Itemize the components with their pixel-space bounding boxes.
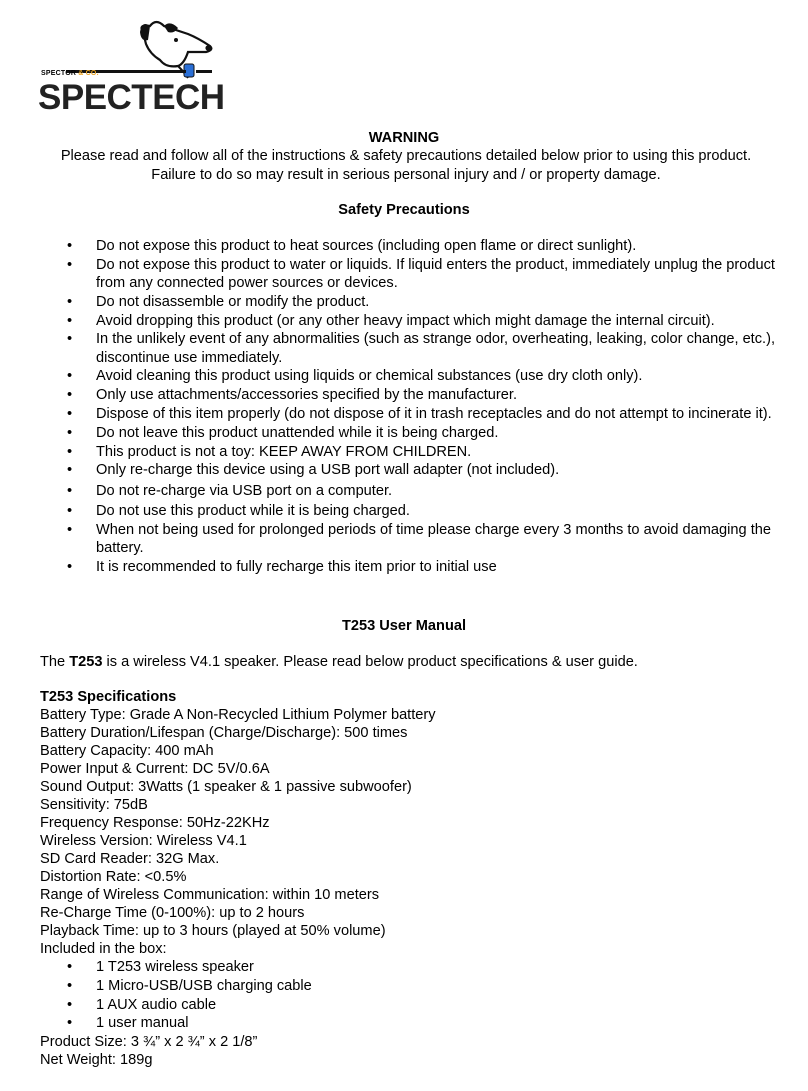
spec-line: Power Input & Current: DC 5V/0.6A [40,761,270,777]
spec-line: SD Card Reader: 32G Max. [40,851,220,867]
list-item: • It is recommended to fully recharge this item prior to initial use [67,558,497,575]
list-item: • Avoid cleaning this product using liquids or chemical substances (use dry cloth only). [67,368,643,385]
warning-text: Please read and follow all of the instructions & safety precautions detailed below prior to using this product. Failure to do so may result in serious personal injury and / or property damage. [60,148,752,183]
bullet-icon: • [67,405,73,422]
logo-brand-text: SPECTECH [38,78,225,117]
spec-line: Playback Time: up to 3 hours (played at 50% volume) [40,923,386,939]
bullet-icon: • [67,996,73,1013]
list-item: • When not being used for prolonged periods of time please charge every 3 months to avoid damaging the battery. [67,521,771,556]
list-item: • Avoid dropping this product (or any other heavy impact which might damage the internal circuit). [67,312,715,329]
spec-line: Battery Type: Grade A Non-Recycled Lithium Polymer battery [40,707,436,723]
list-item: • 1 Micro-USB/USB charging cable [67,977,312,994]
list-item: • Do not use this product while it is being charged. [67,502,410,519]
spec-line: Battery Duration/Lifespan (Charge/Discharge): 500 times [40,725,408,741]
list-item: • Do not expose this product to water or liquids. If liquid enters the product, immediately unplug the product from any connected power sources or devices. [67,256,775,291]
list-item: • Do not expose this product to heat sources (including open flame or direct sunlight). [67,238,637,254]
bullet-icon: • [67,443,73,460]
bullet-icon: • [67,462,73,479]
bullet-icon: • [67,959,73,975]
bullet-icon: • [67,368,73,385]
bullet-icon: • [67,331,73,348]
spec-line: Wireless Version: Wireless V4.1 [40,833,247,849]
specifications-section [40,688,780,1069]
safety-precautions-list [40,237,775,576]
bullet-icon: • [67,387,73,404]
warning-title: WARNING [368,130,440,146]
user-manual-title: T253 User Manual [341,618,467,634]
net-weight: Net Weight: 189g [40,1052,153,1069]
bullet-icon: • [67,502,73,519]
list-item: • Only use attachments/accessories specified by the manufacturer. [67,387,517,404]
spec-line: Frequency Response: 50Hz-22KHz [40,815,270,831]
bullet-icon: • [67,256,73,273]
spec-line: Battery Capacity: 400 mAh [40,743,214,759]
spectech-logo [38,20,225,120]
list-item: • Do not leave this product unattended while it is being charged. [67,424,499,441]
bullet-icon: • [67,293,73,310]
bullet-icon: • [67,312,73,329]
list-item: • 1 AUX audio cable [67,996,217,1013]
list-item: • 1 user manual [67,1015,189,1032]
spec-line: Included in the box: [40,941,167,957]
intro-paragraph: The T253 is a wireless V4.1 speaker. Please read below product specifications & user guide. [40,654,638,670]
bullet-icon: • [67,521,73,538]
list-item: • Dispose of this item properly (do not dispose of it in trash receptacles and do not attempt to incinerate it). [67,405,772,422]
specifications-title: T253 Specifications [40,689,177,705]
list-item: • In the unlikely event of any abnormalities (such as strange odor, overheating, leaking, color change, etc.), discontinue use immediately. [67,331,776,366]
spec-line: Re-Charge Time (0-100%): up to 2 hours [40,905,305,921]
logo-subtext: SPECTOR & CO. [41,70,99,77]
list-item: • 1 T253 wireless speaker [67,959,254,975]
list-item: • This product is not a toy: KEEP AWAY FROM CHILDREN. [67,443,472,460]
bullet-icon: • [67,977,73,994]
spec-line: Range of Wireless Communication: within 10 meters [40,887,380,903]
spec-line: Distortion Rate: <0.5% [40,869,187,885]
safety-precautions-title: Safety Precautions [338,202,470,218]
list-item: • Do not re-charge via USB port on a computer. [67,482,393,499]
bullet-icon: • [67,238,73,254]
bullet-icon: • [67,424,73,441]
spec-line: Sensitivity: 75dB [40,797,148,813]
product-size: Product Size: 3 ¾” x 2 ¾” x 2 1/8” [40,1034,258,1051]
spec-line: Sound Output: 3Watts (1 speaker & 1 passive subwoofer) [40,779,412,795]
bullet-icon: • [67,558,73,575]
bullet-icon: • [67,482,73,499]
list-item: • Do not disassemble or modify the product. [67,293,370,310]
list-item: • Only re-charge this device using a USB port wall adapter (not included). [67,462,560,479]
model-name: T253 [69,654,103,670]
bullet-icon: • [67,1015,73,1032]
box-contents-list [40,958,780,1033]
